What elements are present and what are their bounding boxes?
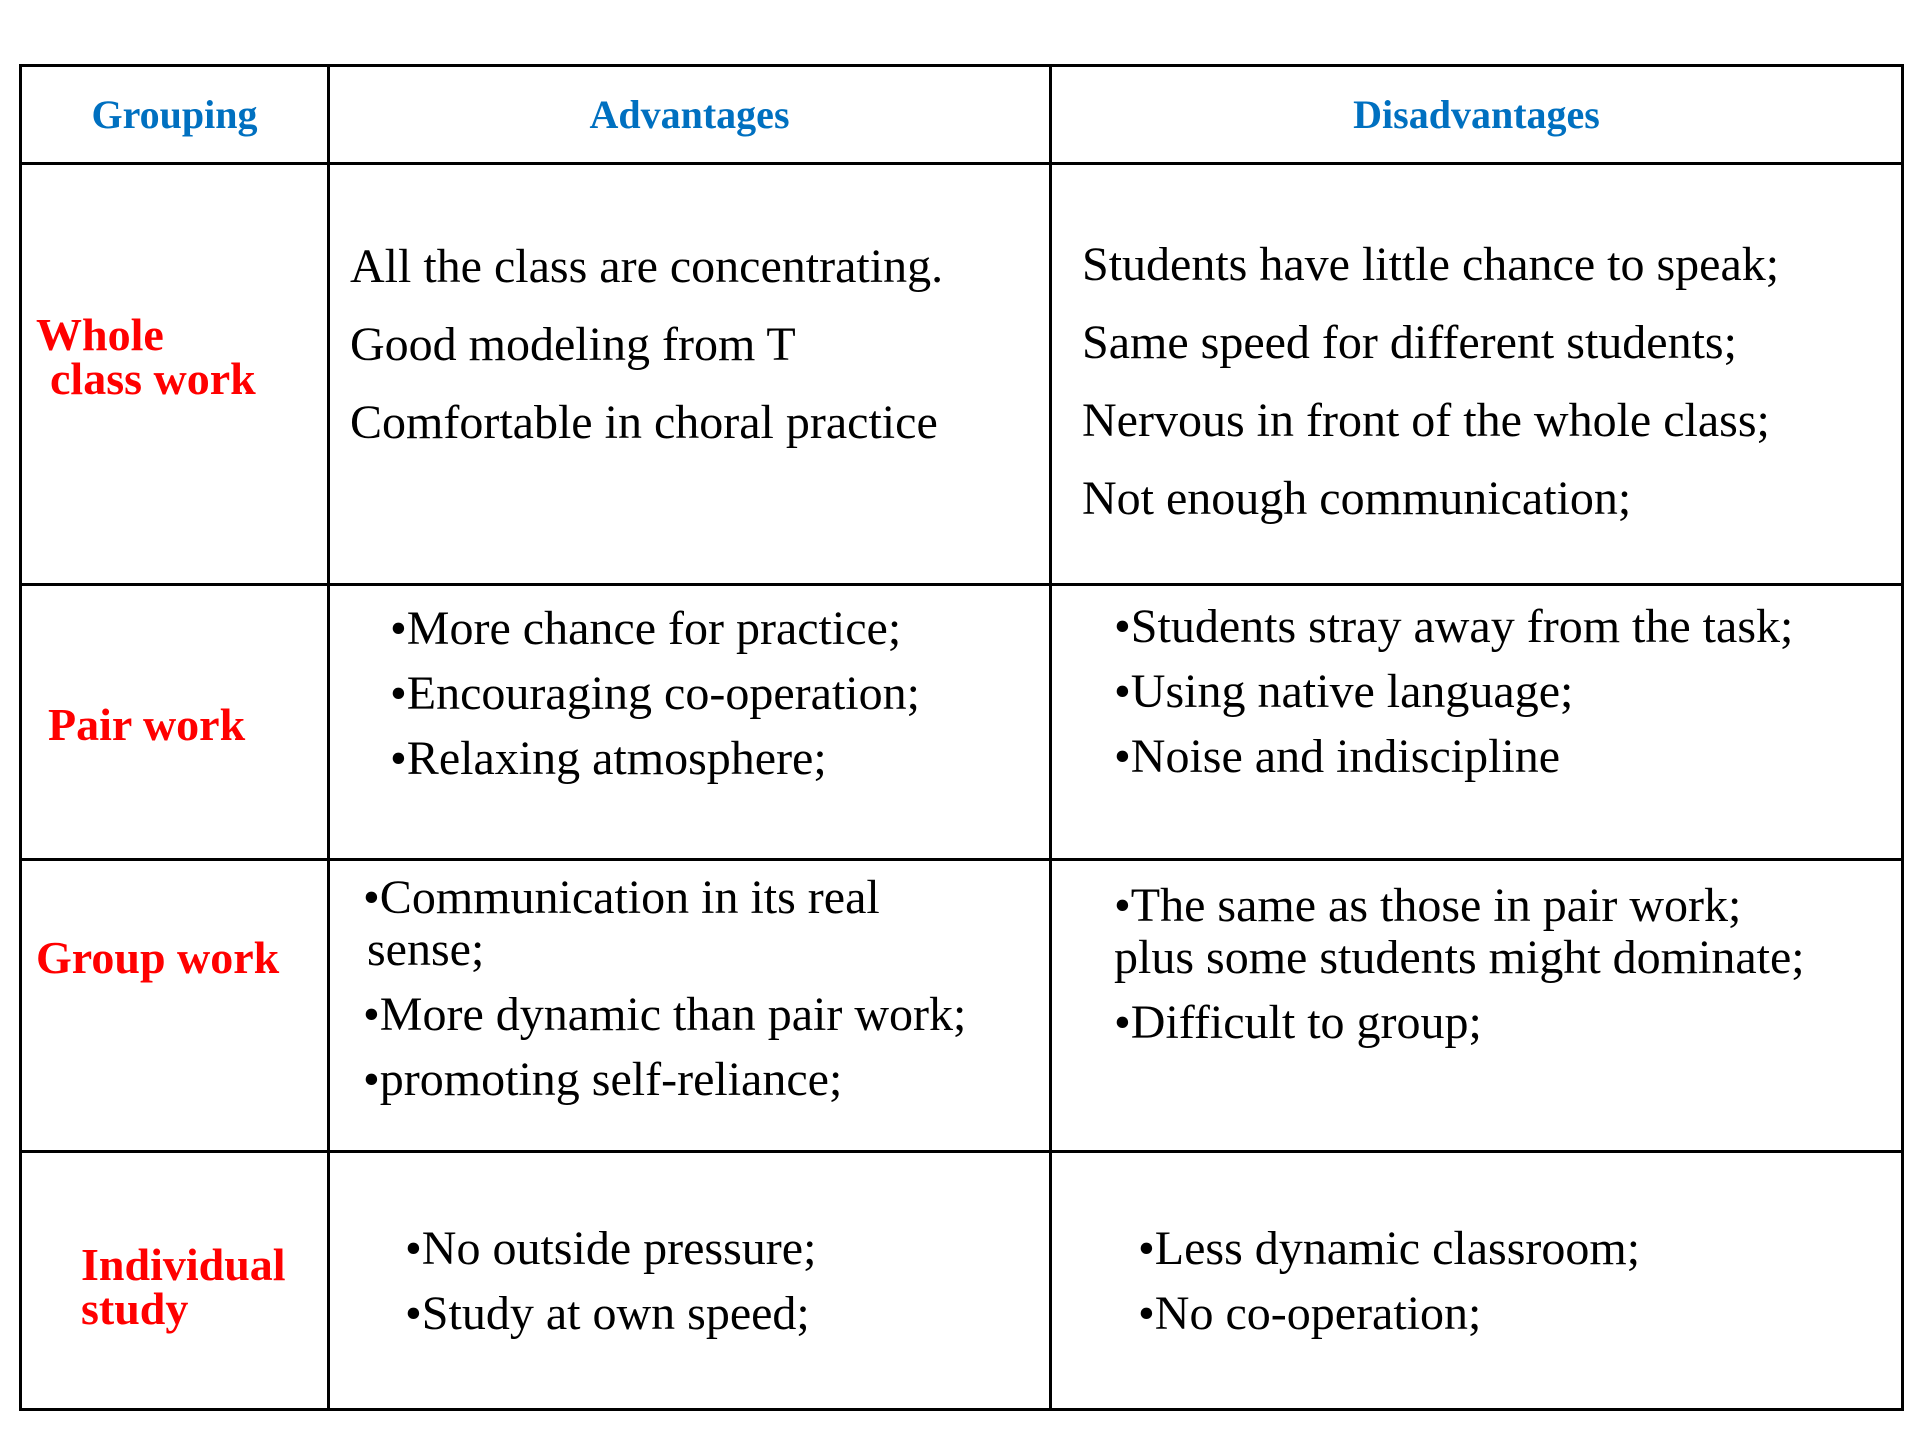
grid-line xyxy=(19,64,22,1411)
grid-line xyxy=(19,162,1904,165)
grouping-label-line: study xyxy=(81,1283,189,1334)
grouping-label-line: Individual xyxy=(81,1239,286,1290)
grid-line xyxy=(19,1150,1904,1153)
list-item: sense; xyxy=(367,923,485,976)
grid-line xyxy=(19,583,1904,586)
header-advantages: Advantages xyxy=(589,92,790,137)
advantages-individual-study xyxy=(405,1216,1048,1346)
grouping-individual-study xyxy=(81,1239,326,1334)
grouping-pair-work xyxy=(48,699,326,750)
list-item: Same speed for different students; xyxy=(1082,316,1737,369)
list-item: Good modeling from T xyxy=(350,318,796,371)
advantages-group-work xyxy=(363,872,1049,1106)
grid-line xyxy=(19,858,1904,861)
list-item: Comfortable in choral practice xyxy=(350,396,938,449)
grouping-whole-class-work xyxy=(36,309,326,404)
grouping-label-line: Whole xyxy=(36,309,164,360)
disadvantages-pair-work xyxy=(1114,594,1900,789)
list-item: plus some students might dominate; xyxy=(1114,931,1805,984)
header-grouping: Grouping xyxy=(91,92,258,137)
advantages-pair-work xyxy=(390,596,1048,791)
list-item: •promoting self-reliance; xyxy=(363,1053,843,1106)
list-item: •Difficult to group; xyxy=(1114,996,1482,1049)
advantages-whole-class-work xyxy=(350,228,1050,462)
list-item: •Less dynamic classroom; xyxy=(1138,1222,1641,1275)
grouping-group-work xyxy=(36,932,326,983)
grouping-label-line: Group work xyxy=(36,932,280,983)
list-item: •The same as those in pair work; xyxy=(1114,879,1742,932)
list-item: •No co-operation; xyxy=(1138,1287,1482,1340)
list-item: Students have little chance to speak; xyxy=(1082,238,1780,291)
list-item: •Relaxing atmosphere; xyxy=(390,732,827,785)
list-item: •Study at own speed; xyxy=(405,1287,810,1340)
disadvantages-group-work xyxy=(1114,880,1900,1049)
list-item: Nervous in front of the whole class; xyxy=(1082,394,1770,447)
disadvantages-whole-class-work xyxy=(1082,226,1900,538)
list-item: •No outside pressure; xyxy=(405,1222,817,1275)
list-item: •Students stray away from the task; xyxy=(1114,600,1794,653)
grid-line xyxy=(327,64,330,1411)
grid-line xyxy=(19,1408,1904,1411)
list-item: Not enough communication; xyxy=(1082,472,1632,525)
list-item: •Using native language; xyxy=(1114,665,1574,718)
grouping-label-line: class work xyxy=(50,353,256,404)
list-item: •Encouraging co-operation; xyxy=(390,667,920,720)
grouping-label-line: Pair work xyxy=(48,699,246,750)
list-item: •Communication in its real xyxy=(363,871,880,924)
grid-line xyxy=(1901,64,1904,1411)
disadvantages-individual-study xyxy=(1138,1216,1900,1346)
list-item: All the class are concentrating. xyxy=(350,240,944,293)
list-item: •Noise and indiscipline xyxy=(1114,730,1561,783)
list-item: •More dynamic than pair work; xyxy=(363,988,967,1041)
header-disadvantages: Disadvantages xyxy=(1353,92,1600,137)
list-item: •More chance for practice; xyxy=(390,602,902,655)
